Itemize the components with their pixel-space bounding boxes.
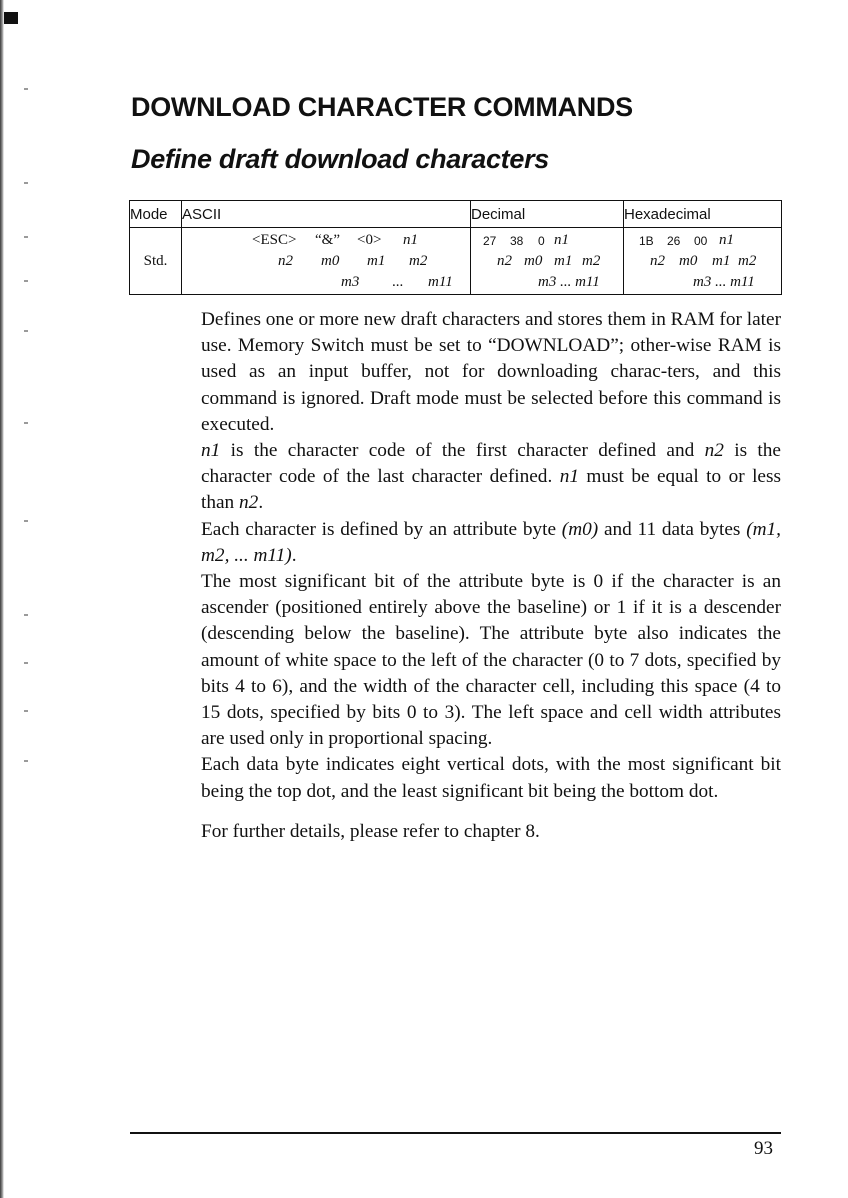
ascii-token: “&” (315, 231, 340, 248)
hex-token: m0 (679, 252, 698, 269)
header-hexadecimal: Hexadecimal (624, 201, 782, 228)
decimal-token: m3 ... m11 (538, 273, 600, 290)
ascii-token: m0 (321, 252, 340, 269)
hex-token: 00 (694, 233, 708, 248)
edge-speck (24, 182, 28, 184)
text-run: and 11 data bytes (598, 518, 747, 540)
decimal-line-3 (471, 272, 623, 293)
hex-line-3 (624, 272, 781, 293)
corner-registration-mark (4, 12, 18, 24)
text-run: is the character code of the first character defined and (220, 440, 705, 462)
table-header-row (130, 201, 782, 228)
hex-token: 26 (667, 233, 681, 248)
hex-line-1 (624, 230, 781, 251)
ascii-token: m1 (367, 252, 386, 269)
header-mode: Mode (130, 201, 182, 228)
hex-token: m3 ... m11 (693, 273, 755, 290)
edge-speck (24, 662, 28, 664)
header-ascii: ASCII (182, 201, 471, 228)
hex-token: 1B (639, 233, 654, 248)
ascii-token: ... (392, 273, 404, 290)
text-run: is the character code of the last character defined. (201, 440, 781, 488)
text-run: Each character is defined by an attribute byte (201, 518, 562, 540)
ascii-token: <0> (357, 231, 382, 248)
edge-speck (24, 614, 28, 616)
decimal-line-2 (471, 251, 623, 272)
description-paragraph: The most significant bit of the attribute byte is 0 if the character is an ascender (positioned entirely above the baseline) or 1 if it is a descender (descending below the baseline). The attribute byte also indicates the amount of white space to the left of the character (0 to 7 dots, specified by bits 4 to 6), and the width of the character cell, including this space (4 to 15 dots, specified by bits 0 to 3). The left space and cell width attributes are used only in proportional spacing. (201, 571, 781, 750)
ascii-token: n2 (278, 252, 293, 269)
description-paragraph: Defines one or more new draft characters and stores them in RAM for later use. Memory Switch must be set to “DOWNLOAD”; other-wise RAM is used as an input buffer, not for downloading charac-ters, and this command is ignored. Draft mode must be selected before this command is executed. (201, 309, 781, 435)
ascii-token: m2 (409, 252, 428, 269)
edge-speck (24, 330, 28, 332)
hex-token: n1 (719, 231, 734, 248)
param-name: n1 (559, 466, 579, 488)
decimal-token: 27 (483, 233, 497, 248)
param-name: n2 (239, 492, 259, 514)
decimal-line-1 (471, 230, 623, 251)
edge-speck (24, 520, 28, 522)
page-number: 93 (754, 1138, 773, 1159)
hex-token: n2 (650, 252, 665, 269)
text-run: . (291, 544, 297, 566)
hex-cell (624, 228, 782, 295)
param-name: (m0) (561, 518, 599, 540)
edge-speck (24, 710, 28, 712)
header-decimal: Decimal (471, 201, 624, 228)
section-title: DOWNLOAD CHARACTER COMMANDS (131, 92, 633, 122)
edge-speck (24, 422, 28, 424)
text-run: . (258, 492, 264, 514)
reference-note: For further details, please refer to chapter 8. (201, 820, 540, 842)
hex-line-2 (624, 251, 781, 272)
ascii-line-3 (182, 272, 470, 293)
param-name: (m1, m2, ... m11) (201, 518, 781, 566)
param-name: n1 (201, 440, 221, 462)
hex-token: m2 (738, 252, 757, 269)
decimal-token: m0 (524, 252, 543, 269)
decimal-cell (471, 228, 624, 295)
ascii-line-1 (182, 230, 470, 251)
edge-speck (24, 760, 28, 762)
param-name: n2 (704, 440, 724, 462)
ascii-cell (182, 228, 471, 295)
decimal-token: n2 (497, 252, 512, 269)
ascii-token: m11 (428, 273, 453, 290)
text-run: must be equal to or less than (201, 466, 781, 514)
edge-speck (24, 88, 28, 90)
ascii-token: m3 (341, 273, 360, 290)
edge-speck (24, 236, 28, 238)
description-paragraph (201, 438, 781, 517)
decimal-token: 0 (538, 233, 545, 248)
page-binding-edge (0, 0, 4, 1198)
hex-token: m1 (712, 252, 731, 269)
ascii-token: <ESC> (252, 231, 297, 248)
footer-rule (130, 1132, 781, 1134)
mode-value: Std. (130, 228, 182, 295)
decimal-token: m2 (582, 252, 601, 269)
edge-speck (24, 280, 28, 282)
decimal-token: n1 (554, 231, 569, 248)
ascii-token: n1 (403, 231, 418, 248)
command-table (129, 200, 782, 295)
description-body (201, 307, 781, 845)
ascii-line-2 (182, 251, 470, 272)
description-paragraph (201, 517, 781, 569)
table-row (130, 228, 782, 295)
decimal-token: m1 (554, 252, 573, 269)
decimal-token: 38 (510, 233, 524, 248)
description-paragraph: Each data byte indicates eight vertical dots, with the most significant bit being the top dot, and the least significant bit being the bottom dot. (201, 754, 781, 802)
command-subtitle: Define draft download characters (131, 144, 549, 174)
